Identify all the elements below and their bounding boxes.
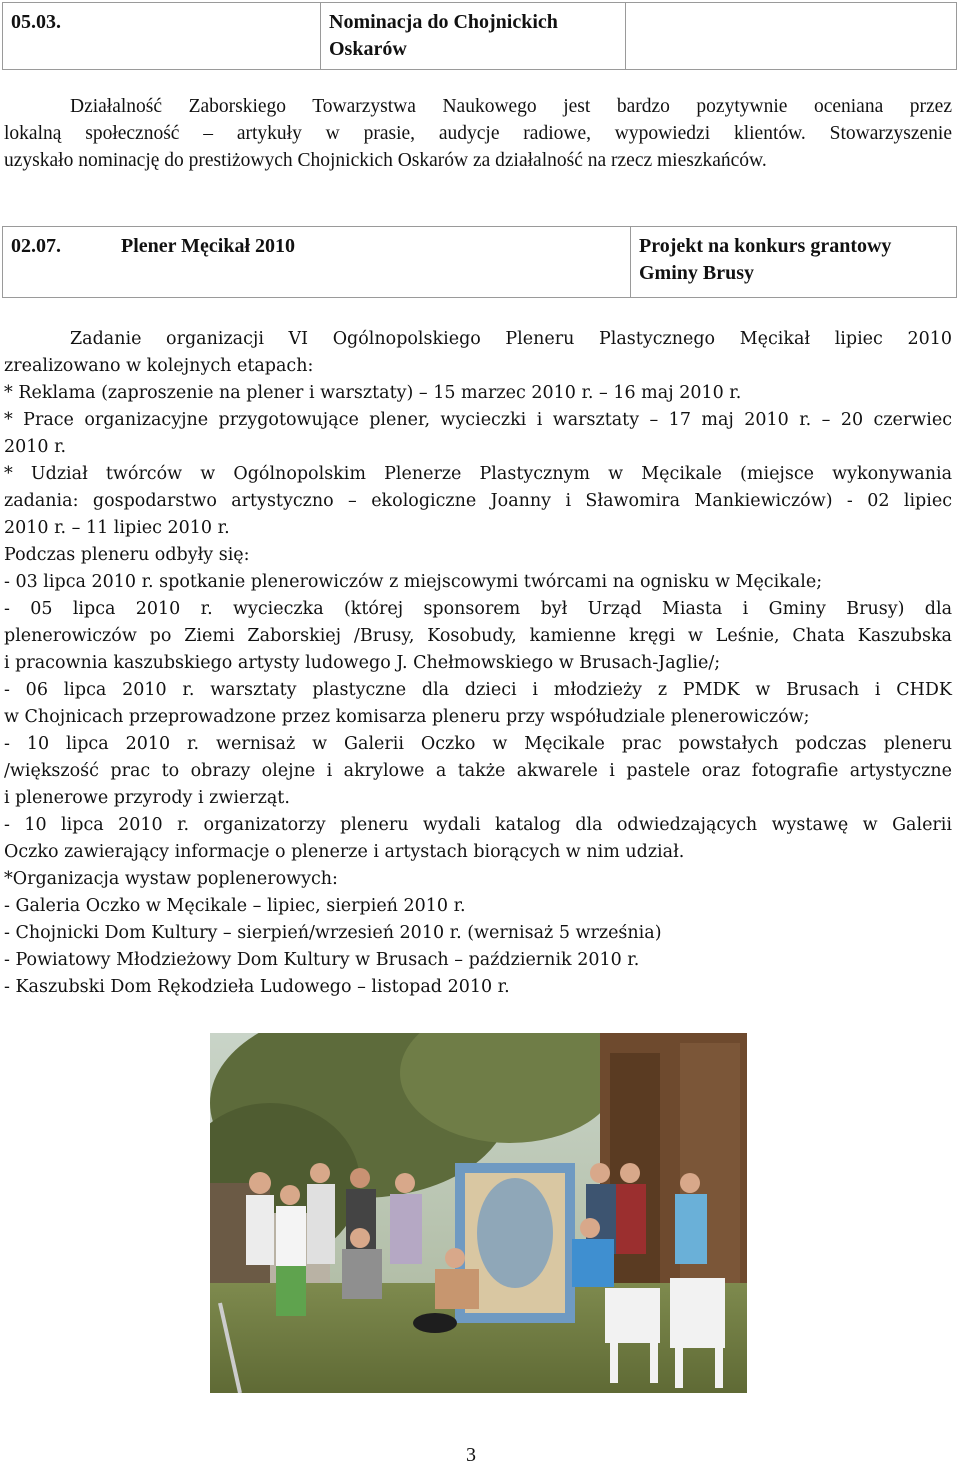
text-line: w Chojnicach przeprowadzone przez komisarza pleneru przy współudziale plenerowiczów; [4,707,810,727]
entry-header-plener [2,226,957,298]
page-number: 3 [466,1444,476,1466]
text-line: Działalność Zaborskiego Towarzystwa Naukowego jest bardzo pozytywnie oceniana przez [70,96,952,117]
text-line: - 05 lipca 2010 r. wycieczka (której sponsorem był Urząd Miasta i Gminy Brusy) dla [4,599,952,619]
text-line: *Organizacja wystaw poplenerowych: [4,869,338,889]
text-line: - Galeria Oczko w Męcikale – lipiec, sierpień 2010 r. [4,896,466,916]
entry-note: Projekt na konkurs grantowy Gminy Brusy [631,227,957,298]
entry-title: Nominacja do Chojnickich Oskarów [321,3,626,70]
group-photo-illustration [210,1033,747,1393]
text-line: * Udział twórców w Ogólnopolskim Plenerze Plastycznym w Męcikale (miejsce wykonywania [4,464,952,484]
entry-note [626,3,957,70]
text-line: /większość prac to obrazy olejne i akrylowe a także akwarele i pastele oraz fotografie artystyczne [4,761,952,781]
entry-date: 02.07. [11,235,61,257]
text-line: * Prace organizacyjne przygotowujące plener, wycieczki i warsztaty – 17 maj 2010 r. – 20 czerwiec [4,410,952,430]
text-line: - 06 lipca 2010 r. warsztaty plastyczne dla dzieci i młodzieży z PMDK w Brusach i CHDK [4,680,952,700]
entry-header-nominacja [2,2,957,70]
group-photo [210,1033,747,1393]
text-line: i plenerowe przyrody i zwierząt. [4,788,290,808]
text-line: Oczko zawierający informacje o plenerze i artystach biorących w nim udział. [4,842,685,862]
text-line: uzyskało nominację do prestiżowych Chojnickich Oskarów za działalność na rzecz mieszkańców. [4,150,767,171]
text-line: - 10 lipca 2010 r. wernisaż w Galerii Oczko w Męcikale prac powstałych podczas pleneru [4,734,952,754]
paragraph-plener [4,326,952,1001]
entry-date: 05.03. [3,3,321,70]
text-line: Podczas pleneru odbyły się: [4,545,250,565]
text-line: i pracownia kaszubskiego artysty ludowego J. Chełmowskiego w Brusach-Jaglie/; [4,653,721,673]
text-line: plenerowiczów po Ziemi Zaborskiej /Brusy, Kosobudy, kamienne kręgi w Leśnie, Chata Kaszubska [4,626,952,646]
text-line: - 10 lipca 2010 r. organizatorzy pleneru wydali katalog dla odwiedzających wystawę w Galerii [4,815,952,835]
text-line: - Powiatowy Młodzieżowy Dom Kultury w Brusach – październik 2010 r. [4,950,640,970]
entry-date-title [3,227,631,298]
text-line: zadania: gospodarstwo artystyczno – ekologiczne Joanny i Sławomira Mankiewiczów) - 02 lipiec [4,491,952,511]
text-line: zrealizowano w kolejnych etapach: [4,356,314,376]
text-line: - 03 lipca 2010 r. spotkanie plenerowiczów z miejscowymi twórcami na ognisku w Męcikale; [4,572,823,592]
text-line: * Reklama (zaproszenie na plener i warsztaty) – 15 marzec 2010 r. – 16 maj 2010 r. [4,383,742,403]
text-line: Zadanie organizacji VI Ogólnopolskiego Pleneru Plastycznego Męcikał lipiec 2010 [70,329,952,349]
entry-title: Plener Męcikał 2010 [121,235,296,257]
paragraph-nominacja [4,93,952,174]
text-line: 2010 r. – 11 lipiec 2010 r. [4,518,230,538]
text-line: - Kaszubski Dom Rękodzieła Ludowego – listopad 2010 r. [4,977,510,997]
text-line: - Chojnicki Dom Kultury – sierpień/wrzesień 2010 r. (wernisaż 5 września) [4,923,662,943]
text-line: lokalną społeczność – artykuły w prasie, audycje radiowe, wypowiedzi klientów. Stowarzyszenie [4,123,952,144]
text-line: 2010 r. [4,437,67,457]
